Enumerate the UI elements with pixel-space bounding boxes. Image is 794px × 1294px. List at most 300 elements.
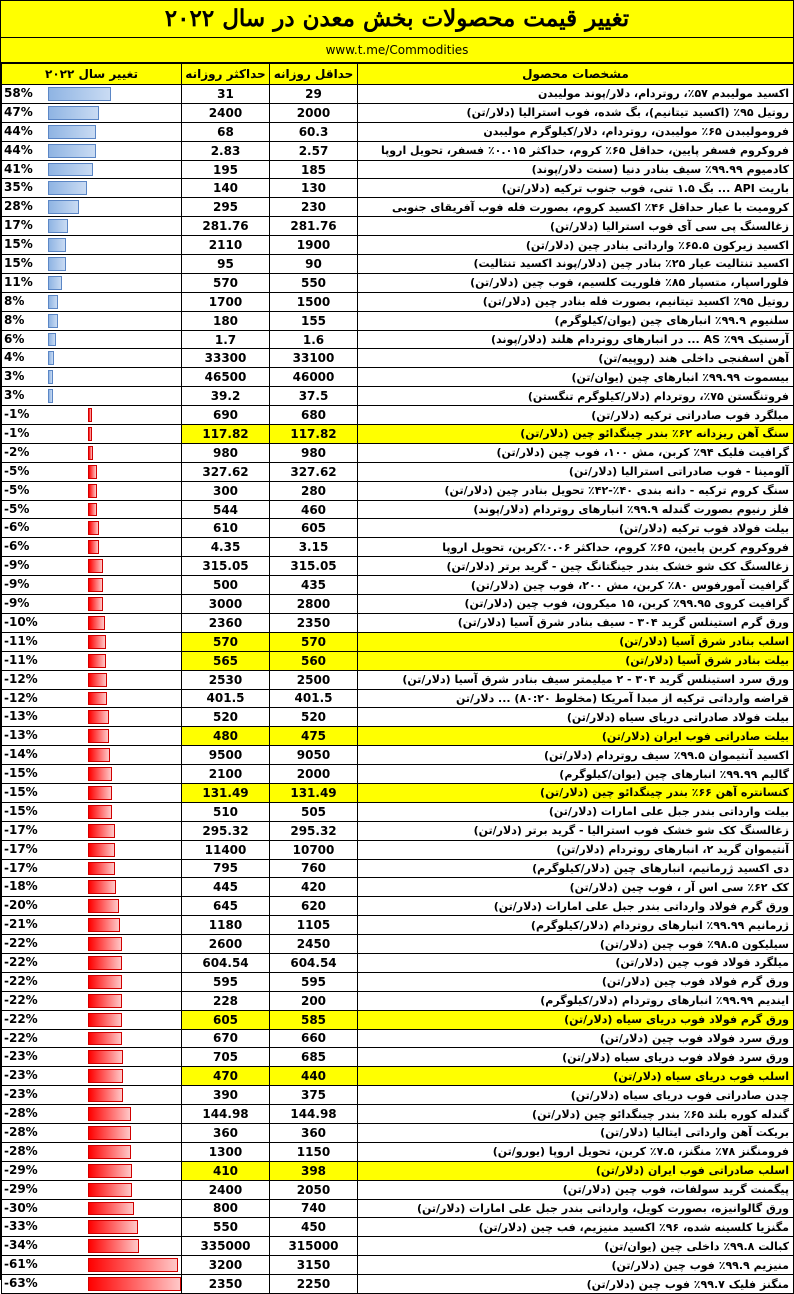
- change-value: 17%: [4, 218, 33, 233]
- change-cell: [2, 255, 182, 274]
- change-value: -28%: [4, 1124, 38, 1139]
- table-row: [2, 916, 794, 935]
- table-row: [2, 935, 794, 954]
- table-row: [2, 595, 794, 614]
- daily-min-cell: 620: [270, 897, 358, 916]
- increase-bar: [48, 125, 96, 139]
- table-row: [2, 349, 794, 368]
- change-cell: [2, 311, 182, 330]
- change-cell: [2, 425, 182, 444]
- daily-max-cell: 39.2: [182, 387, 270, 406]
- change-value: 3%: [4, 369, 25, 384]
- change-cell: [2, 122, 182, 141]
- daily-min-cell: 2450: [270, 935, 358, 954]
- daily-min-cell: 560: [270, 651, 358, 670]
- change-cell: [2, 613, 182, 632]
- decrease-bar: [88, 446, 93, 460]
- change-value: -28%: [4, 1106, 38, 1121]
- change-value: 47%: [4, 104, 33, 119]
- table-row: [2, 443, 794, 462]
- daily-max-cell: 980: [182, 443, 270, 462]
- daily-min-cell: 315000: [270, 1237, 358, 1256]
- decrease-bar: [88, 654, 106, 668]
- change-cell: [2, 916, 182, 935]
- change-value: -13%: [4, 709, 38, 724]
- change-cell: [2, 217, 182, 236]
- increase-bar: [48, 163, 93, 177]
- change-cell: [2, 179, 182, 198]
- change-value: 8%: [4, 293, 25, 308]
- product-spec-cell: ایندیم ۹۹.۹۹٪ انبارهای روتردام (دلار/کیلوگرم): [358, 991, 794, 1010]
- change-cell: [2, 935, 182, 954]
- change-cell: [2, 462, 182, 481]
- change-value: 8%: [4, 312, 25, 327]
- decrease-bar: [88, 1145, 131, 1159]
- daily-max-cell: 1180: [182, 916, 270, 935]
- change-cell: [2, 632, 182, 651]
- table-row: [2, 198, 794, 217]
- change-cell: [2, 897, 182, 916]
- table-row: [2, 160, 794, 179]
- daily-min-cell: 130: [270, 179, 358, 198]
- change-value: -29%: [4, 1181, 38, 1196]
- daily-min-cell: 570: [270, 632, 358, 651]
- daily-max-cell: 595: [182, 972, 270, 991]
- daily-min-cell: 131.49: [270, 783, 358, 802]
- daily-min-cell: 155: [270, 311, 358, 330]
- change-value: -21%: [4, 917, 38, 932]
- product-spec-cell: گرافیت آمورفوس ۸۰٪ کربن، مش ۲۰۰، فوب چین (دلار/تن): [358, 576, 794, 595]
- daily-max-cell: 401.5: [182, 689, 270, 708]
- product-spec-cell: گرافیت کروی ۹۹.۹۵٪ کربن، ۱۵ میکرون، فوب چین (دلار/تن): [358, 595, 794, 614]
- product-spec-cell: میلگرد فوب صادراتی ترکیه (دلار/تن): [358, 406, 794, 425]
- table-row: [2, 651, 794, 670]
- change-cell: [2, 991, 182, 1010]
- table-row: [2, 670, 794, 689]
- change-value: -2%: [4, 444, 30, 459]
- product-spec-cell: باریت API ... بگ ۱.۵ تنی، فوب جنوب ترکیه (دلار/تن): [358, 179, 794, 198]
- daily-min-cell: 460: [270, 500, 358, 519]
- change-value: -33%: [4, 1219, 38, 1234]
- table-row: [2, 613, 794, 632]
- table-row: [2, 1048, 794, 1067]
- change-cell: [2, 1218, 182, 1237]
- change-cell: [2, 387, 182, 406]
- product-spec-cell: بریکت آهن وارداتی ایتالیا (دلار/تن): [358, 1123, 794, 1142]
- change-cell: [2, 1010, 182, 1029]
- decrease-bar: [88, 899, 119, 913]
- decrease-bar: [88, 975, 122, 989]
- table-row: [2, 859, 794, 878]
- change-cell: [2, 1048, 182, 1067]
- daily-max-cell: 117.82: [182, 425, 270, 444]
- daily-max-cell: 2530: [182, 670, 270, 689]
- change-cell: [2, 1275, 182, 1294]
- daily-min-cell: 46000: [270, 368, 358, 387]
- product-spec-cell: فروکروم کربن پایین، ۶۵٪ کروم، حداکثر ۰.۰۶٪کربن، تحویل اروپا: [358, 538, 794, 557]
- table-row: [2, 765, 794, 784]
- increase-bar: [48, 257, 66, 271]
- product-spec-cell: ورق گرم فولاد فوب چین (دلار/تن): [358, 972, 794, 991]
- table-row: [2, 255, 794, 274]
- change-value: -23%: [4, 1068, 38, 1083]
- daily-min-cell: 3150: [270, 1256, 358, 1275]
- daily-min-cell: 117.82: [270, 425, 358, 444]
- price-table: [1, 63, 794, 1294]
- table-row: [2, 1161, 794, 1180]
- daily-max-cell: 360: [182, 1123, 270, 1142]
- decrease-bar: [88, 710, 109, 724]
- product-spec-cell: روتیل ۹۵٪ (اکسید تیتانیم)، بگ شده، فوب استرالیا (دلار/تن): [358, 103, 794, 122]
- daily-max-cell: 2400: [182, 103, 270, 122]
- decrease-bar: [88, 559, 103, 573]
- daily-max-cell: 544: [182, 500, 270, 519]
- daily-min-cell: 980: [270, 443, 358, 462]
- increase-bar: [48, 219, 68, 233]
- table-row: [2, 783, 794, 802]
- table-row: [2, 1199, 794, 1218]
- decrease-bar: [88, 465, 97, 479]
- change-cell: [2, 236, 182, 255]
- daily-max-cell: 1.7: [182, 330, 270, 349]
- daily-min-cell: 520: [270, 708, 358, 727]
- daily-min-cell: 200: [270, 991, 358, 1010]
- table-row: [2, 217, 794, 236]
- daily-max-cell: 610: [182, 519, 270, 538]
- product-spec-cell: گالیم ۹۹.۹۹٪ انبارهای چین (یوان/کیلوگرم): [358, 765, 794, 784]
- daily-max-cell: 327.62: [182, 462, 270, 481]
- daily-max-cell: 11400: [182, 840, 270, 859]
- change-value: -22%: [4, 954, 38, 969]
- product-spec-cell: فلز رنیوم بصورت گندله ۹۹.۹٪ انبارهای روتردام (دلار/پوند): [358, 500, 794, 519]
- change-value: -63%: [4, 1276, 38, 1291]
- decrease-bar: [88, 616, 105, 630]
- decrease-bar: [88, 540, 99, 554]
- change-value: -1%: [4, 407, 30, 422]
- change-value: -29%: [4, 1162, 38, 1177]
- product-spec-cell: اسلب صادراتی فوب ایران (دلار/تن): [358, 1161, 794, 1180]
- daily-min-cell: 3.15: [270, 538, 358, 557]
- daily-min-cell: 9050: [270, 746, 358, 765]
- change-cell: [2, 765, 182, 784]
- product-spec-cell: سنگ کروم ترکیه - دانه بندی ۴۰٪-۴۲٪ تحویل بنادر چین (دلار/تن): [358, 481, 794, 500]
- daily-max-cell: 705: [182, 1048, 270, 1067]
- daily-max-cell: 2600: [182, 935, 270, 954]
- product-spec-cell: فروتنگستن ۷۵٪، روتردام (دلار/کیلوگرم تنگستن): [358, 387, 794, 406]
- product-spec-cell: زغالسنگ کک شو خشک فوب استرالیا - گرید برتر (دلار/تن): [358, 821, 794, 840]
- change-value: -13%: [4, 728, 38, 743]
- table-row: [2, 557, 794, 576]
- change-cell: [2, 802, 182, 821]
- daily-min-cell: 585: [270, 1010, 358, 1029]
- product-spec-cell: چدن صادراتی فوب دریای سیاه (دلار/تن): [358, 1086, 794, 1105]
- daily-max-cell: 281.76: [182, 217, 270, 236]
- change-cell: [2, 330, 182, 349]
- daily-min-cell: 280: [270, 481, 358, 500]
- table-row: [2, 425, 794, 444]
- daily-max-cell: 68: [182, 122, 270, 141]
- daily-min-cell: 60.3: [270, 122, 358, 141]
- change-value: -14%: [4, 747, 38, 762]
- change-cell: [2, 85, 182, 104]
- daily-min-cell: 2800: [270, 595, 358, 614]
- change-cell: [2, 821, 182, 840]
- daily-min-cell: 605: [270, 519, 358, 538]
- change-cell: [2, 406, 182, 425]
- change-value: 3%: [4, 388, 25, 403]
- daily-min-cell: 2000: [270, 765, 358, 784]
- change-value: -11%: [4, 652, 38, 667]
- change-cell: [2, 746, 182, 765]
- product-spec-cell: اکسید مولیبدم ۵۷٪، روتردام، دلار/پوند مولیبدن: [358, 85, 794, 104]
- table-row: [2, 406, 794, 425]
- product-spec-cell: آلومینا - فوب صادراتی استرالیا (دلار/تن): [358, 462, 794, 481]
- table-body: [2, 85, 794, 1294]
- change-value: -5%: [4, 482, 30, 497]
- decrease-bar: [88, 767, 112, 781]
- daily-min-cell: 1150: [270, 1142, 358, 1161]
- product-spec-cell: بیسموت ۹۹.۹۹٪ انبارهای چین (یوان/تن): [358, 368, 794, 387]
- decrease-bar: [88, 1239, 139, 1253]
- product-spec-cell: کادمیوم ۹۹.۹۹٪ سیف بنادر دنیا (سنت دلار/پوند): [358, 160, 794, 179]
- change-cell: [2, 519, 182, 538]
- change-value: 4%: [4, 350, 25, 365]
- change-cell: [2, 273, 182, 292]
- table-row: [2, 103, 794, 122]
- change-cell: [2, 538, 182, 557]
- decrease-bar: [88, 597, 103, 611]
- product-spec-cell: زغالسنگ پی سی آی فوب استرالیا (دلار/تن): [358, 217, 794, 236]
- change-value: -17%: [4, 860, 38, 875]
- daily-max-cell: 1300: [182, 1142, 270, 1161]
- daily-min-cell: 2250: [270, 1275, 358, 1294]
- decrease-bar: [88, 1107, 131, 1121]
- change-cell: [2, 349, 182, 368]
- change-cell: [2, 1161, 182, 1180]
- daily-min-cell: 2350: [270, 613, 358, 632]
- product-spec-cell: بیلت وارداتی بندر جبل علی امارات (دلار/تن): [358, 802, 794, 821]
- product-spec-cell: آنتیموان گرید ۲، انبارهای روتردام (دلار/تن): [358, 840, 794, 859]
- daily-max-cell: 670: [182, 1029, 270, 1048]
- change-cell: [2, 972, 182, 991]
- decrease-bar: [88, 786, 112, 800]
- change-value: -10%: [4, 614, 38, 629]
- table-row: [2, 538, 794, 557]
- table-row: [2, 292, 794, 311]
- product-spec-cell: بیلت بنادر شرق آسیا (دلار/تن): [358, 651, 794, 670]
- increase-bar: [48, 200, 79, 214]
- daily-max-cell: 690: [182, 406, 270, 425]
- daily-min-cell: 435: [270, 576, 358, 595]
- daily-min-cell: 185: [270, 160, 358, 179]
- daily-min-cell: 660: [270, 1029, 358, 1048]
- decrease-bar: [88, 880, 116, 894]
- change-cell: [2, 859, 182, 878]
- increase-bar: [48, 333, 56, 347]
- daily-min-cell: 1105: [270, 916, 358, 935]
- change-value: -5%: [4, 463, 30, 478]
- change-cell: [2, 160, 182, 179]
- product-spec-cell: ورق سرد فولاد فوب دریای سیاه (دلار/تن): [358, 1048, 794, 1067]
- product-spec-cell: گندله کوره بلند ۶۵٪ بندر چینگدائو چین (دلار/تن): [358, 1105, 794, 1124]
- daily-max-cell: 180: [182, 311, 270, 330]
- change-cell: [2, 500, 182, 519]
- table-row: [2, 179, 794, 198]
- increase-bar: [48, 276, 62, 290]
- daily-max-cell: 31: [182, 85, 270, 104]
- product-spec-cell: آهن اسفنجی داخلی هند (روپیه/تن): [358, 349, 794, 368]
- daily-min-cell: 440: [270, 1067, 358, 1086]
- product-spec-cell: زغالسنگ کک شو خشک بندر جینگتانگ چین - گرید برتر (دلار/تن): [358, 557, 794, 576]
- daily-max-cell: 2110: [182, 236, 270, 255]
- decrease-bar: [88, 521, 99, 535]
- change-value: -22%: [4, 973, 38, 988]
- product-spec-cell: ورق گرم استینلس گرید ۳۰۴ - سیف بنادر شرق آسیا (دلار/تن): [358, 613, 794, 632]
- product-spec-cell: فرومولیبدن ۶۵٪ مولیبدن، روتردام، دلار/کیلوگرم مولیبدن: [358, 122, 794, 141]
- daily-max-cell: 800: [182, 1199, 270, 1218]
- product-spec-cell: کرومیت با عیار حداقل ۴۶٪ اکسید کروم، بصورت فله فوب آفریقای جنوبی: [358, 198, 794, 217]
- table-row: [2, 1256, 794, 1275]
- product-spec-cell: بیلت فولاد صادراتی دریای سیاه (دلار/تن): [358, 708, 794, 727]
- decrease-bar: [88, 692, 107, 706]
- product-spec-cell: پیگمنت گرید سولفات، فوب چین (دلار/تن): [358, 1180, 794, 1199]
- change-value: -15%: [4, 766, 38, 781]
- table-row: [2, 1142, 794, 1161]
- daily-max-cell: 9500: [182, 746, 270, 765]
- change-value: -9%: [4, 577, 30, 592]
- daily-max-cell: 195: [182, 160, 270, 179]
- daily-max-cell: 605: [182, 1010, 270, 1029]
- daily-max-cell: 500: [182, 576, 270, 595]
- product-spec-cell: میلگرد فولاد فوب چین (دلار/تن): [358, 953, 794, 972]
- daily-min-cell: 1500: [270, 292, 358, 311]
- product-spec-cell: قراضه وارداتی ترکیه از مبدا آمریکا (مخلوط ۸۰:۲۰) ... دلار/تن: [358, 689, 794, 708]
- table-row: [2, 972, 794, 991]
- decrease-bar: [88, 1088, 123, 1102]
- change-cell: [2, 840, 182, 859]
- daily-max-cell: 2100: [182, 765, 270, 784]
- daily-max-cell: 3000: [182, 595, 270, 614]
- product-spec-cell: اسلب بنادر شرق آسیا (دلار/تن): [358, 632, 794, 651]
- product-spec-cell: کبالت ۹۹.۸٪ داخلی چین (یوان/تن): [358, 1237, 794, 1256]
- daily-max-cell: 144.98: [182, 1105, 270, 1124]
- channel-url: www.t.me/Commodities: [1, 38, 793, 63]
- change-cell: [2, 1237, 182, 1256]
- increase-bar: [48, 144, 96, 158]
- daily-max-cell: 2360: [182, 613, 270, 632]
- table-row: [2, 330, 794, 349]
- daily-max-cell: 550: [182, 1218, 270, 1237]
- daily-max-cell: 295: [182, 198, 270, 217]
- daily-min-cell: 680: [270, 406, 358, 425]
- increase-bar: [48, 314, 58, 328]
- change-cell: [2, 651, 182, 670]
- change-cell: [2, 368, 182, 387]
- change-value: -15%: [4, 784, 38, 799]
- daily-min-cell: 295.32: [270, 821, 358, 840]
- decrease-bar: [88, 1013, 122, 1027]
- change-value: -5%: [4, 501, 30, 516]
- table-row: [2, 500, 794, 519]
- table-row: [2, 1123, 794, 1142]
- daily-max-cell: 565: [182, 651, 270, 670]
- daily-max-cell: 2.83: [182, 141, 270, 160]
- daily-min-cell: 401.5: [270, 689, 358, 708]
- daily-min-cell: 398: [270, 1161, 358, 1180]
- table-row: [2, 1086, 794, 1105]
- product-spec-cell: ورق گرم فولاد فوب دریای سیاه (دلار/تن): [358, 1010, 794, 1029]
- change-cell: [2, 103, 182, 122]
- daily-min-cell: 475: [270, 727, 358, 746]
- daily-max-cell: 445: [182, 878, 270, 897]
- decrease-bar: [88, 1220, 138, 1234]
- change-value: -22%: [4, 1011, 38, 1026]
- product-spec-cell: کک ۶۲٪ سی اس آر ، فوب چین (دلار/تن): [358, 878, 794, 897]
- daily-max-cell: 520: [182, 708, 270, 727]
- increase-bar: [48, 181, 87, 195]
- product-spec-cell: گرافیت فلیک ۹۴٪ کربن، مش ۱۰۰، فوب چین (دلار/تن): [358, 443, 794, 462]
- daily-max-cell: 470: [182, 1067, 270, 1086]
- change-cell: [2, 292, 182, 311]
- header-spec: مشخصات محصول: [358, 64, 794, 85]
- daily-min-cell: 281.76: [270, 217, 358, 236]
- daily-max-cell: 410: [182, 1161, 270, 1180]
- daily-min-cell: 595: [270, 972, 358, 991]
- product-spec-cell: روتیل ۹۵٪ اکسید تیتانیم، بصورت فله بنادر چین (دلار/تن): [358, 292, 794, 311]
- decrease-bar: [88, 748, 110, 762]
- change-value: -28%: [4, 1143, 38, 1158]
- change-value: -23%: [4, 1087, 38, 1102]
- product-spec-cell: اکسید زیرکون ۶۵.۵٪ وارداتی بنادر چین (دلار/تن): [358, 236, 794, 255]
- change-value: -23%: [4, 1049, 38, 1064]
- daily-max-cell: 390: [182, 1086, 270, 1105]
- change-value: -12%: [4, 690, 38, 705]
- change-value: 44%: [4, 123, 33, 138]
- table-row: [2, 708, 794, 727]
- change-value: 41%: [4, 161, 33, 176]
- decrease-bar: [88, 1202, 134, 1216]
- decrease-bar: [88, 824, 115, 838]
- increase-bar: [48, 389, 53, 403]
- daily-min-cell: 37.5: [270, 387, 358, 406]
- daily-min-cell: 90: [270, 255, 358, 274]
- product-spec-cell: اکسید تنتالیت عیار ۲۵٪ بنادر چین (دلار/پوند اکسید تنتالیت): [358, 255, 794, 274]
- product-spec-cell: منگنز فلیک ۹۹.۷٪ فوب چین (دلار/تن): [358, 1275, 794, 1294]
- change-cell: [2, 576, 182, 595]
- product-spec-cell: اکسید آنتیموان ۹۹.۵٪ سیف روتردام (دلار/تن): [358, 746, 794, 765]
- decrease-bar: [88, 1258, 178, 1272]
- table-row: [2, 387, 794, 406]
- product-spec-cell: ورق گرم فولاد وارداتی بندر جبل علی امارات (دلار/تن): [358, 897, 794, 916]
- daily-min-cell: 327.62: [270, 462, 358, 481]
- change-cell: [2, 1142, 182, 1161]
- daily-max-cell: 2350: [182, 1275, 270, 1294]
- change-value: -11%: [4, 633, 38, 648]
- table-row: [2, 953, 794, 972]
- change-value: -9%: [4, 596, 30, 611]
- change-value: -34%: [4, 1238, 38, 1253]
- product-spec-cell: سلنیوم ۹۹.۹٪ انبارهای چین (یوان/کیلوگرم): [358, 311, 794, 330]
- daily-min-cell: 604.54: [270, 953, 358, 972]
- daily-min-cell: 2050: [270, 1180, 358, 1199]
- daily-min-cell: 375: [270, 1086, 358, 1105]
- table-row: [2, 1218, 794, 1237]
- decrease-bar: [88, 578, 103, 592]
- product-spec-cell: ورق سرد استینلس گرید ۳۰۴ - ۲ میلیمتر سیف بنادر شرق آسیا (دلار/تن): [358, 670, 794, 689]
- product-spec-cell: فلوراسپار، متسپار ۸۵٪ فلوریت کلسیم، فوب چین (دلار/تن): [358, 273, 794, 292]
- daily-max-cell: 570: [182, 632, 270, 651]
- increase-bar: [48, 87, 111, 101]
